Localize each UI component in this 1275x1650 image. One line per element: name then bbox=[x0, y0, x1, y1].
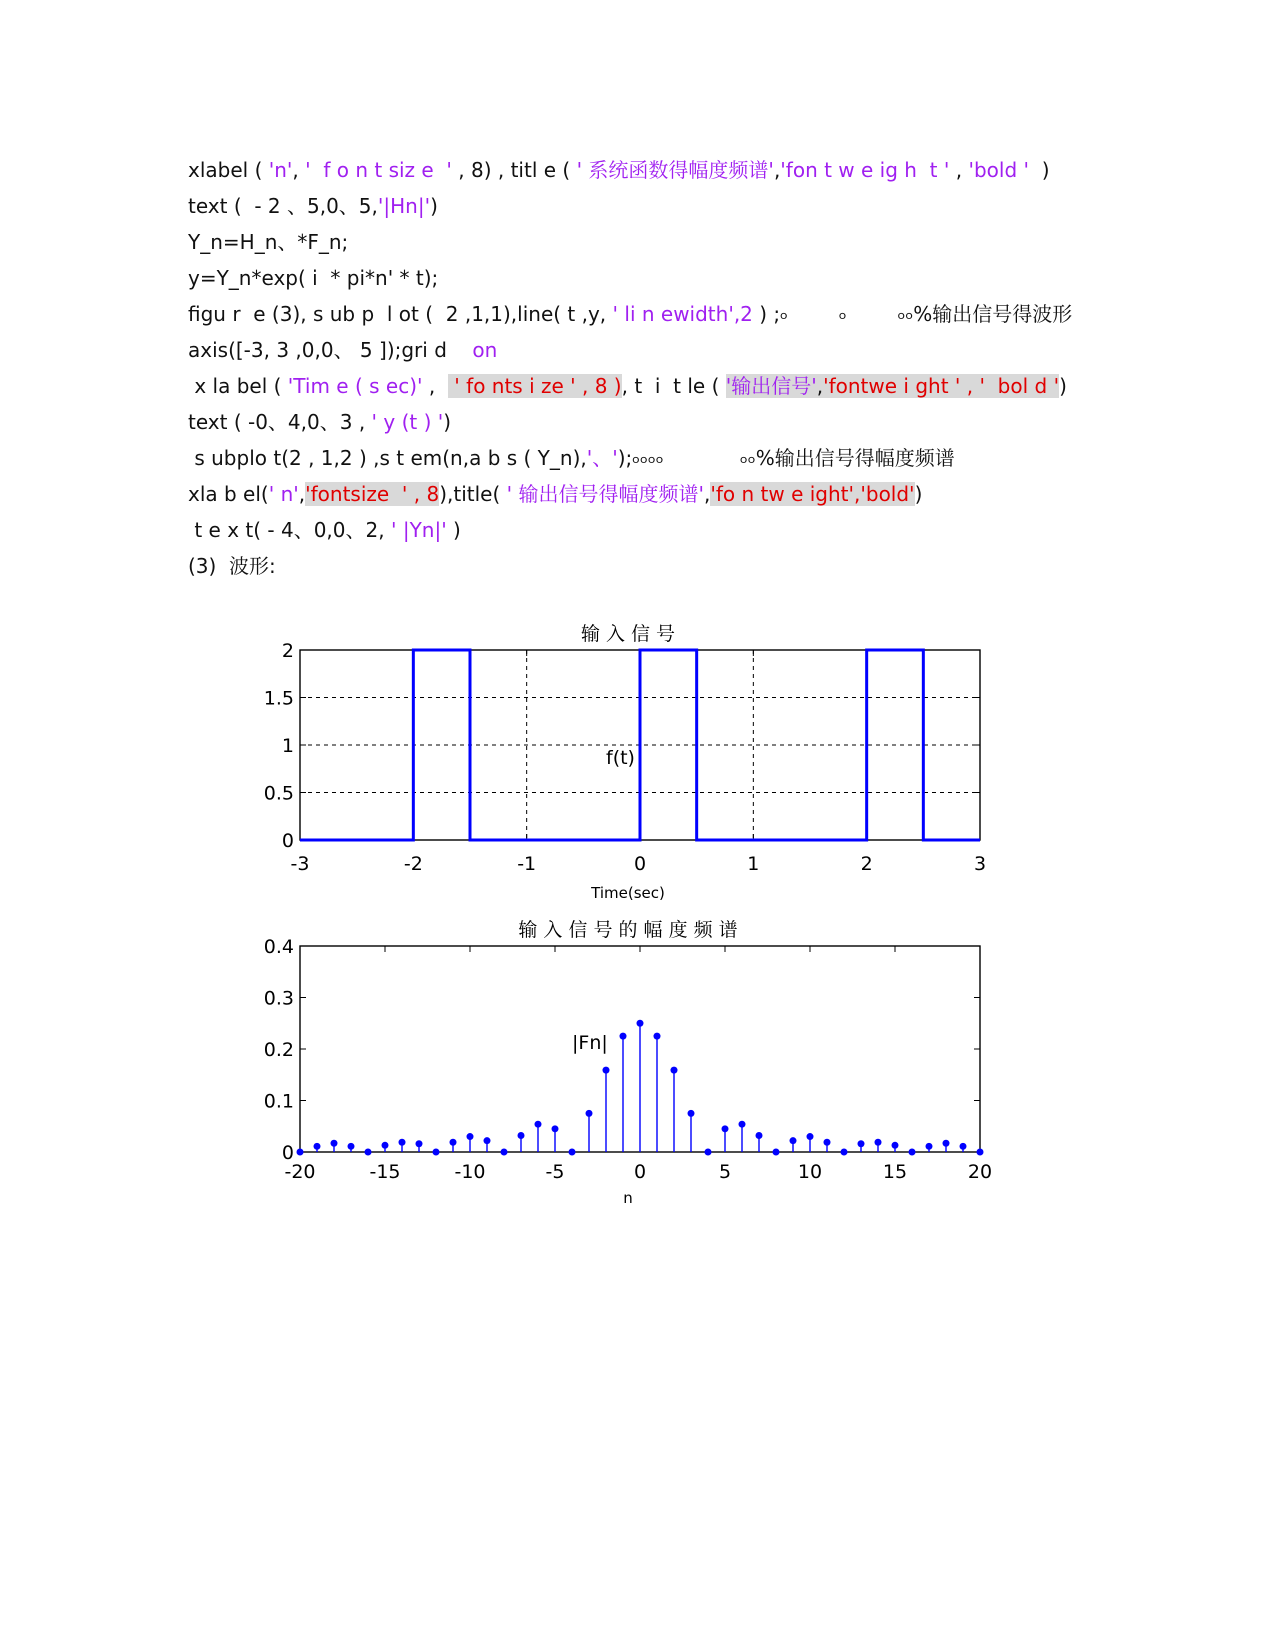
stem-marker bbox=[977, 1149, 984, 1156]
stem-marker bbox=[569, 1149, 576, 1156]
code-line bbox=[188, 296, 1088, 332]
code-token: s ubplo t(2 , 1,2 ) ,s t em(n,a b s ( Y_n), bbox=[188, 446, 587, 470]
x-tick-label: 2 bbox=[860, 853, 873, 875]
code-token: , bbox=[949, 158, 969, 182]
code-token: );৹৹৹৹ ৹৹%输出信号得幅度频谱 bbox=[617, 446, 955, 470]
code-token: ' f o n t siz e ' bbox=[305, 158, 452, 182]
code-line bbox=[188, 404, 1088, 440]
stem-marker bbox=[365, 1149, 372, 1156]
code-token: ) bbox=[430, 194, 438, 218]
x-tick-label: -3 bbox=[290, 853, 310, 875]
code-line bbox=[188, 440, 1088, 476]
stem-marker bbox=[552, 1125, 559, 1132]
code-token: '、' bbox=[586, 446, 618, 470]
y-tick-label: 0.2 bbox=[263, 1039, 294, 1061]
code-token: 'fontsize ' , 8 bbox=[305, 482, 440, 506]
code-line bbox=[188, 476, 1088, 512]
x-tick-label: 5 bbox=[718, 1161, 732, 1183]
code-token: 'n' bbox=[268, 158, 293, 182]
stem-marker bbox=[756, 1132, 763, 1139]
stem-marker bbox=[297, 1149, 304, 1156]
y-tick-label: 1.5 bbox=[263, 687, 294, 710]
stem-marker bbox=[926, 1143, 933, 1150]
stem-marker bbox=[484, 1137, 491, 1144]
code-token: ' 输出信号得幅度频谱' bbox=[506, 482, 704, 506]
x-axis-label: n bbox=[623, 1189, 633, 1207]
code-token: 'fontwe i ght ' , ' bol d ' bbox=[823, 374, 1060, 398]
x-tick-label: -15 bbox=[369, 1161, 401, 1183]
stem-marker bbox=[705, 1149, 712, 1156]
chart-1 bbox=[264, 623, 986, 902]
code-token: t e x t( - 4、0,0、2, bbox=[188, 518, 391, 542]
code-token: text ( - 2 、5,0、5, bbox=[188, 194, 378, 218]
code-token: ' li n ewidth',2 bbox=[612, 302, 753, 326]
code-token: figu r e (3), s ub p l ot ( 2 ,1,1),line( t ,y, bbox=[188, 302, 613, 326]
code-token: ) bbox=[1029, 158, 1050, 182]
stem-marker bbox=[348, 1143, 355, 1150]
code-token: , bbox=[704, 482, 711, 506]
code-token: , bbox=[773, 158, 781, 182]
stem-marker bbox=[467, 1133, 474, 1140]
x-axis-label: Time(sec) bbox=[591, 884, 665, 902]
x-tick-label: -1 bbox=[517, 853, 537, 875]
y-tick-label: 0.1 bbox=[263, 1090, 294, 1113]
stem-marker bbox=[960, 1143, 967, 1150]
stem-marker bbox=[450, 1139, 457, 1146]
stem-marker bbox=[688, 1110, 695, 1117]
stem-marker bbox=[722, 1125, 729, 1132]
annotation-text: |Fn| bbox=[572, 1032, 608, 1054]
code-token: ) bbox=[443, 410, 452, 434]
y-tick-label: 0.5 bbox=[263, 782, 294, 805]
y-tick-label: 0 bbox=[281, 830, 294, 852]
x-tick-label: 0 bbox=[633, 1161, 647, 1183]
annotation-text: f(t) bbox=[606, 747, 635, 769]
code-token: ' fo nts i ze ' , 8 ) bbox=[447, 374, 622, 398]
code-token: xla b el( bbox=[188, 482, 269, 506]
code-token: 'Tim e ( s ec)' bbox=[287, 374, 423, 398]
x-tick-label: -20 bbox=[284, 1161, 316, 1183]
y-tick-label: 0 bbox=[281, 1142, 294, 1164]
stem-marker bbox=[671, 1067, 678, 1074]
stem-marker bbox=[416, 1140, 423, 1147]
matlab-code-block bbox=[188, 152, 1088, 584]
stem-marker bbox=[382, 1142, 389, 1149]
x-tick-label: 15 bbox=[882, 1161, 908, 1183]
code-line bbox=[188, 368, 1088, 404]
code-token: '输出信号' bbox=[725, 374, 817, 398]
stem-marker bbox=[331, 1140, 338, 1147]
code-token: ) bbox=[914, 482, 923, 506]
stem-marker bbox=[620, 1033, 627, 1040]
code-token: ' n' bbox=[268, 482, 299, 506]
stem-marker bbox=[603, 1067, 610, 1074]
chart-title: 输 入 信 号 bbox=[580, 623, 676, 645]
matlab-figure bbox=[0, 620, 1275, 1240]
stem-marker bbox=[841, 1149, 848, 1156]
stem-marker bbox=[314, 1143, 321, 1150]
x-tick-label: 1 bbox=[747, 853, 760, 875]
code-token: ) bbox=[446, 518, 461, 542]
y-tick-label: 0.3 bbox=[263, 987, 294, 1010]
code-token: , bbox=[422, 374, 448, 398]
code-line bbox=[188, 188, 1088, 224]
x-tick-label: -2 bbox=[403, 853, 423, 875]
stem-marker bbox=[518, 1132, 525, 1139]
code-token: ),title( bbox=[439, 482, 507, 506]
code-line bbox=[188, 512, 1088, 548]
code-token: '|Hn|' bbox=[377, 194, 431, 218]
code-token: on bbox=[472, 338, 498, 362]
stem-marker bbox=[892, 1142, 899, 1149]
code-line bbox=[188, 224, 1088, 260]
stem-marker bbox=[943, 1140, 950, 1147]
y-tick-label: 0.4 bbox=[263, 936, 294, 958]
stem-marker bbox=[790, 1137, 797, 1144]
stem-marker bbox=[858, 1140, 865, 1147]
code-token: y=Y_n*exp( i * pi*n' * t); bbox=[188, 266, 439, 290]
code-token: 'fo n tw e ight','bold' bbox=[710, 482, 915, 506]
x-tick-label: -5 bbox=[545, 1161, 565, 1183]
x-tick-label: -10 bbox=[454, 1161, 486, 1183]
code-line bbox=[188, 260, 1088, 296]
stem-marker bbox=[433, 1149, 440, 1156]
code-token: Y_n=H_n、*F_n; bbox=[188, 230, 349, 254]
code-token: 'bold ' bbox=[968, 158, 1030, 182]
stem-marker bbox=[501, 1149, 508, 1156]
code-token: , t i t le ( bbox=[621, 374, 726, 398]
code-token: , 8) , titl e ( bbox=[451, 158, 577, 182]
chart-title: 输 入 信 号 的 幅 度 频 谱 bbox=[518, 919, 738, 941]
code-token: axis([-3, 3 ,0,0、 5 ]);gri d bbox=[188, 338, 473, 362]
y-tick-label: 2 bbox=[281, 640, 294, 662]
code-token: , bbox=[292, 158, 306, 182]
code-token: ' y (t ) ' bbox=[371, 410, 444, 434]
x-tick-label: 10 bbox=[797, 1161, 823, 1183]
stem-marker bbox=[637, 1020, 644, 1027]
code-token: ' |Yn|' bbox=[390, 518, 447, 542]
stem-marker bbox=[739, 1121, 746, 1128]
x-tick-label: 0 bbox=[633, 853, 647, 875]
code-token: xlabel ( bbox=[188, 158, 269, 182]
x-tick-label: 3 bbox=[973, 853, 987, 875]
code-token: (3) 波形: bbox=[188, 554, 276, 578]
stem-marker bbox=[654, 1033, 661, 1040]
code-token: , bbox=[816, 374, 824, 398]
code-line bbox=[188, 152, 1088, 188]
stem-marker bbox=[773, 1149, 780, 1156]
code-token: ) ;৹ ৹ ৹৹%输出信号得波形 bbox=[752, 302, 1073, 326]
stem-marker bbox=[909, 1149, 916, 1156]
code-line bbox=[188, 332, 1088, 368]
chart-2 bbox=[264, 919, 992, 1207]
code-line bbox=[188, 548, 1088, 584]
stem-marker bbox=[399, 1139, 406, 1146]
code-token: text ( -0、4,0、3 , bbox=[188, 410, 372, 434]
y-tick-label: 1 bbox=[281, 735, 294, 757]
code-token: x la bel ( bbox=[188, 374, 288, 398]
stem-marker bbox=[824, 1139, 831, 1146]
stem-marker bbox=[807, 1133, 814, 1140]
x-tick-label: 20 bbox=[967, 1161, 993, 1183]
code-token: , bbox=[298, 482, 306, 506]
code-token: 'fon t w e ig h t ' bbox=[780, 158, 950, 182]
stem-marker bbox=[875, 1139, 882, 1146]
stem-marker bbox=[535, 1121, 542, 1128]
code-token: ) bbox=[1059, 374, 1067, 398]
code-token: ' 系统函数得幅度频谱' bbox=[576, 158, 774, 182]
stem-marker bbox=[586, 1110, 593, 1117]
